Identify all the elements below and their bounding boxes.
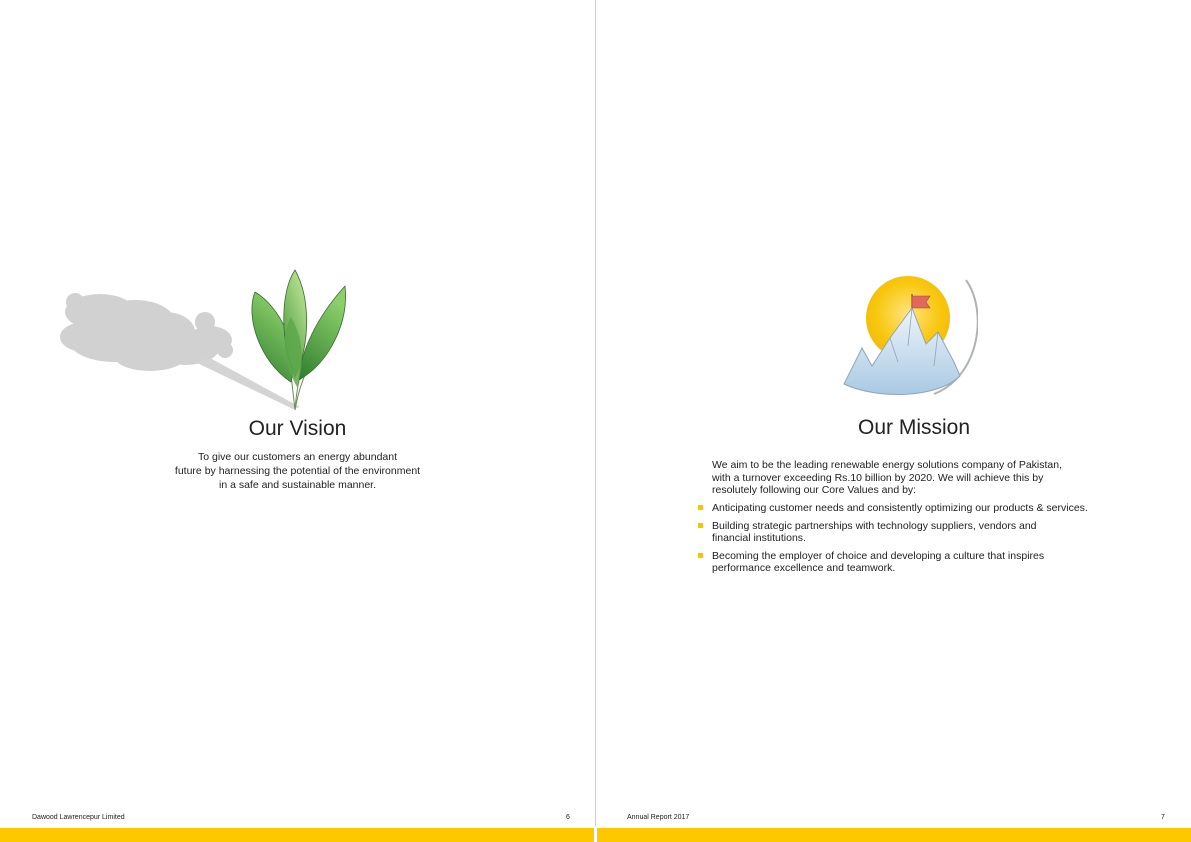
mission-intro-line: We aim to be the leading renewable energy solutions company of Pakistan, xyxy=(712,459,1063,471)
mission-list xyxy=(696,502,1136,580)
mission-intro-line: with a turnover exceeding Rs.10 billion by 2020. We will achieve this by xyxy=(712,471,1044,484)
plant-illustration-icon xyxy=(55,262,355,412)
mission-intro xyxy=(712,459,1132,497)
footer-accent-bar-right xyxy=(597,828,1191,842)
footer-report-title: Annual Report 2017 xyxy=(627,814,690,821)
vision-line: in a safe and sustainable manner. xyxy=(218,479,377,491)
mission-list-item xyxy=(696,550,1136,575)
mission-list-item xyxy=(696,502,1136,515)
footer-accent-bar-left xyxy=(0,828,594,842)
mission-item-line: Building strategic partnerships with technology suppliers, vendors and xyxy=(712,519,1037,532)
mission-item-line: Becoming the employer of choice and developing a culture that inspires xyxy=(712,549,1045,562)
footer-page-number-left: 6 xyxy=(566,814,570,821)
vision-line: future by harnessing the potential of the environment xyxy=(174,465,421,477)
vision-statement xyxy=(100,450,495,492)
mission-item-line: performance excellence and teamwork. xyxy=(712,562,896,574)
vision-line: To give our customers an energy abundant xyxy=(197,451,398,463)
sun-mountain-flag-icon xyxy=(838,266,978,400)
vision-title: Our Vision xyxy=(248,417,347,440)
footer-page-number-right: 7 xyxy=(1161,814,1165,821)
mission-title: Our Mission xyxy=(857,416,971,439)
mission-item-line: financial institutions. xyxy=(712,532,806,544)
page-spine xyxy=(595,0,596,826)
mission-intro-line: resolutely following our Core Values and by: xyxy=(712,484,917,496)
square-bullet-icon xyxy=(698,523,703,528)
mission-item-line: Anticipating customer needs and consistently optimizing our products & services. xyxy=(712,502,1088,514)
mission-list-item xyxy=(696,520,1136,545)
footer-company-name: Dawood Lawrencepur Limited xyxy=(32,814,125,821)
square-bullet-icon xyxy=(698,505,703,510)
square-bullet-icon xyxy=(698,553,703,558)
